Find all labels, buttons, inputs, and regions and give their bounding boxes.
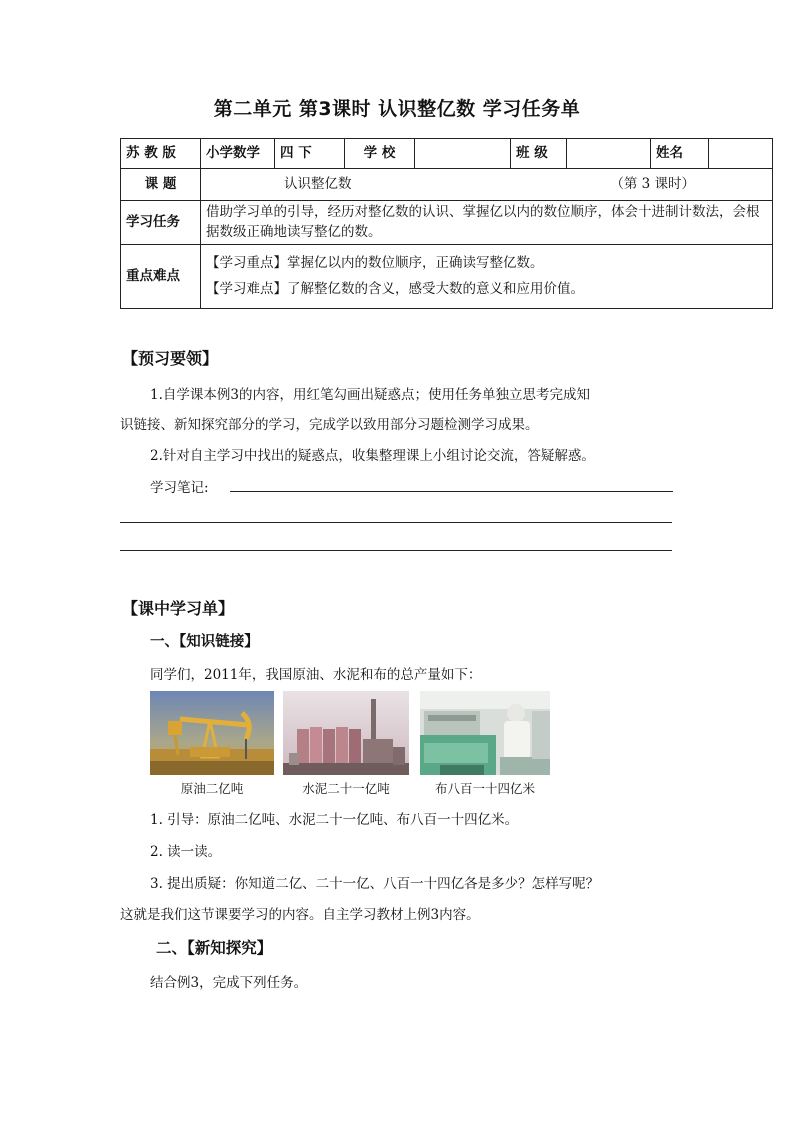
cloth-caption: 布八百一十四亿米 <box>434 781 535 796</box>
oil-caption: 原油二亿吨 <box>180 781 244 796</box>
name-field[interactable] <box>709 139 773 169</box>
task-intro: 结合例3，完成下列任务。 <box>150 975 308 991</box>
topic-value: 认识整亿数 <box>284 175 352 192</box>
oil-photo <box>150 691 274 775</box>
lesson-heading: 【课中学习单】 <box>122 599 235 618</box>
step-2: 2. 读一读。 <box>150 844 222 860</box>
grade-cell: 四 下 <box>275 139 345 169</box>
cement-caption: 水泥二十一亿吨 <box>302 781 390 796</box>
topic-label: 课 题 <box>121 169 201 201</box>
edition-label: 苏 教 版 <box>121 139 201 169</box>
name-label: 姓名 <box>651 139 709 169</box>
knowledge-link-heading: 一、【知识链接】 <box>150 634 259 650</box>
school-label: 学 校 <box>345 139 415 169</box>
task-label: 学习任务 <box>121 201 201 245</box>
page-title: 第二单元 第3课时 认识整亿数 学习任务单 <box>213 98 581 120</box>
preview-item-1-line-2: 识链接、新知探究部分的学习，完成学以致用部分习题检测学习成果。 <box>120 417 539 433</box>
step-1: 1. 引导：原油二亿吨、水泥二十一亿吨、布八百一十四亿米。 <box>150 812 519 828</box>
preview-heading: 【预习要领】 <box>122 349 219 368</box>
key-label: 重点难点 <box>121 245 201 309</box>
key-point: 【学习重点】掌握亿以内的数位顺序，正确读写整亿数。 <box>206 254 544 271</box>
step-3-line-2: 这就是我们这节课要学习的内容。自主学习教材上例3内容。 <box>120 907 480 923</box>
cement-photo <box>283 691 409 775</box>
new-knowledge-heading: 二、【新知探究】 <box>156 939 273 957</box>
info-table <box>120 138 773 309</box>
notes-line-1[interactable] <box>230 491 673 492</box>
notes-line-2[interactable] <box>120 522 672 523</box>
intro-text: 同学们，2011年，我国原油、水泥和布的总产量如下： <box>150 667 482 683</box>
subject-cell: 小学数学 <box>201 139 275 169</box>
school-field[interactable] <box>415 139 511 169</box>
step-3-line-1: 3. 提出质疑：你知道二亿、二十一亿、八百一十四亿各是多少？怎样写呢？ <box>150 876 600 892</box>
class-field[interactable] <box>567 139 651 169</box>
preview-item-1-line-1: 1.自学课本例3的内容，用红笔勾画出疑惑点；使用任务单独立思考完成知 <box>150 387 590 403</box>
cloth-photo <box>420 691 550 775</box>
notes-line-3[interactable] <box>120 550 672 551</box>
topic-row <box>201 169 773 201</box>
class-label: 班 级 <box>511 139 567 169</box>
task-text: 借助学习单的引导，经历对整亿数的认识、掌握亿以内的数位顺序，体会十进制计数法，会根据数级正确地读写整亿的数。 <box>201 201 773 245</box>
lesson-number: （第 3 课时） <box>610 175 695 192</box>
key-points <box>201 245 773 309</box>
notes-label: 学习笔记: <box>150 480 209 496</box>
difficult-point: 【学习难点】了解整亿数的含义，感受大数的意义和应用价值。 <box>206 280 584 297</box>
preview-item-2: 2.针对自主学习中找出的疑惑点，收集整理课上小组讨论交流，答疑解惑。 <box>150 448 595 464</box>
